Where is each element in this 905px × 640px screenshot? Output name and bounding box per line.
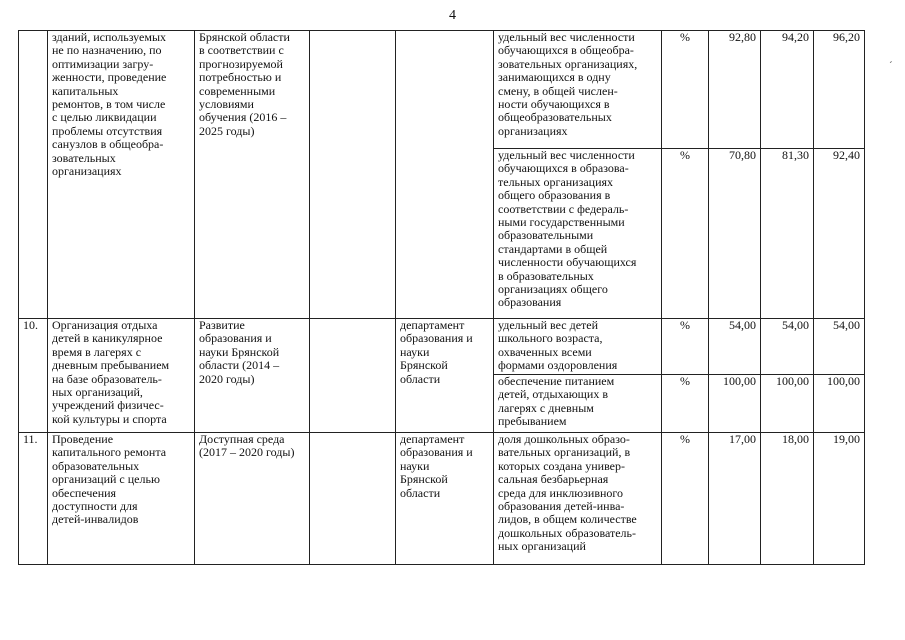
value-cell-3: 19,00 — [814, 433, 865, 565]
indicator-cell: удельный вес численности обучающихся в общеобра- зовательных организациях, занимающихся в одну смену, в общей числен- ности обучающихся в общеобразовательных организациях — [494, 31, 662, 149]
empty-cell — [310, 319, 396, 433]
value-cell-3: 54,00 — [814, 319, 865, 375]
page-number: 4 — [449, 8, 456, 23]
empty-cell — [310, 433, 396, 565]
table-row — [19, 319, 865, 375]
value-cell-3: 96,20 — [814, 31, 865, 149]
table-row — [19, 31, 865, 149]
empty-cell — [310, 31, 396, 319]
value-cell-3: 92,40 — [814, 149, 865, 319]
responsible-cell: департамент образования и науки Брянской области — [396, 433, 494, 565]
table-row — [19, 433, 865, 565]
value-cell-1: 100,00 — [709, 375, 761, 433]
unit-cell: % — [662, 319, 709, 375]
value-cell-2: 94,20 — [761, 31, 814, 149]
program-cell: Развитие образования и науки Брянской области (2014 – 2020 годы) — [195, 319, 310, 433]
unit-cell: % — [662, 375, 709, 433]
value-cell-2: 54,00 — [761, 319, 814, 375]
responsible-cell — [396, 31, 494, 319]
indicator-cell: удельный вес численности обучающихся в образова- тельных организациях общего образования в соответствии с федераль- ными государственными образовательными стандартами в общей численности обучающихся в образовательных организациях общего образования — [494, 149, 662, 319]
measure-cell: Проведение капитального ремонта образовательных организаций с целью обеспечения доступности для детей-инвалидов — [48, 433, 195, 565]
indicator-cell: обеспечение питанием детей, отдыхающих в лагерях с дневным пребыванием — [494, 375, 662, 433]
value-cell-1: 70,80 — [709, 149, 761, 319]
measures-table — [18, 30, 865, 565]
indicator-cell: удельный вес детей школьного возраста, охваченных всеми формами оздоровления — [494, 319, 662, 375]
row-number: 11. — [19, 433, 48, 565]
value-cell-1: 17,00 — [709, 433, 761, 565]
program-cell: Доступная среда (2017 – 2020 годы) — [195, 433, 310, 565]
indicator-cell: доля дошкольных образо- вательных организаций, в которых создана универ- сальная безбарьерная среда для инклюзивного образования детей-инва- лидов, в общем количестве дошкольных образователь- ных организаций — [494, 433, 662, 565]
value-cell-3: 100,00 — [814, 375, 865, 433]
unit-cell: % — [662, 433, 709, 565]
value-cell-2: 18,00 — [761, 433, 814, 565]
row-number — [19, 31, 48, 319]
measure-cell: Организация отдыха детей в каникулярное время в лагерях с дневным пребыванием на базе образователь- ных организаций, учреждений физичес- кой культуры и спорта — [48, 319, 195, 433]
unit-cell: % — [662, 31, 709, 149]
measure-cell: зданий, используемых не по назначению, по оптимизации загру- женности, проведение капитальных ремонтов, в том числе с целью ликвидации проблемы отсутствия санузлов в общеобра- зовательных организациях — [48, 31, 195, 319]
value-cell-2: 81,30 — [761, 149, 814, 319]
unit-cell: % — [662, 149, 709, 319]
value-cell-2: 100,00 — [761, 375, 814, 433]
stray-mark: ˊ — [889, 60, 893, 72]
value-cell-1: 92,80 — [709, 31, 761, 149]
row-number: 10. — [19, 319, 48, 433]
program-cell: Брянской области в соответствии с прогнозируемой потребностью и современными условиями обучения (2016 – 2025 годы) — [195, 31, 310, 319]
value-cell-1: 54,00 — [709, 319, 761, 375]
responsible-cell: департамент образования и науки Брянской области — [396, 319, 494, 433]
